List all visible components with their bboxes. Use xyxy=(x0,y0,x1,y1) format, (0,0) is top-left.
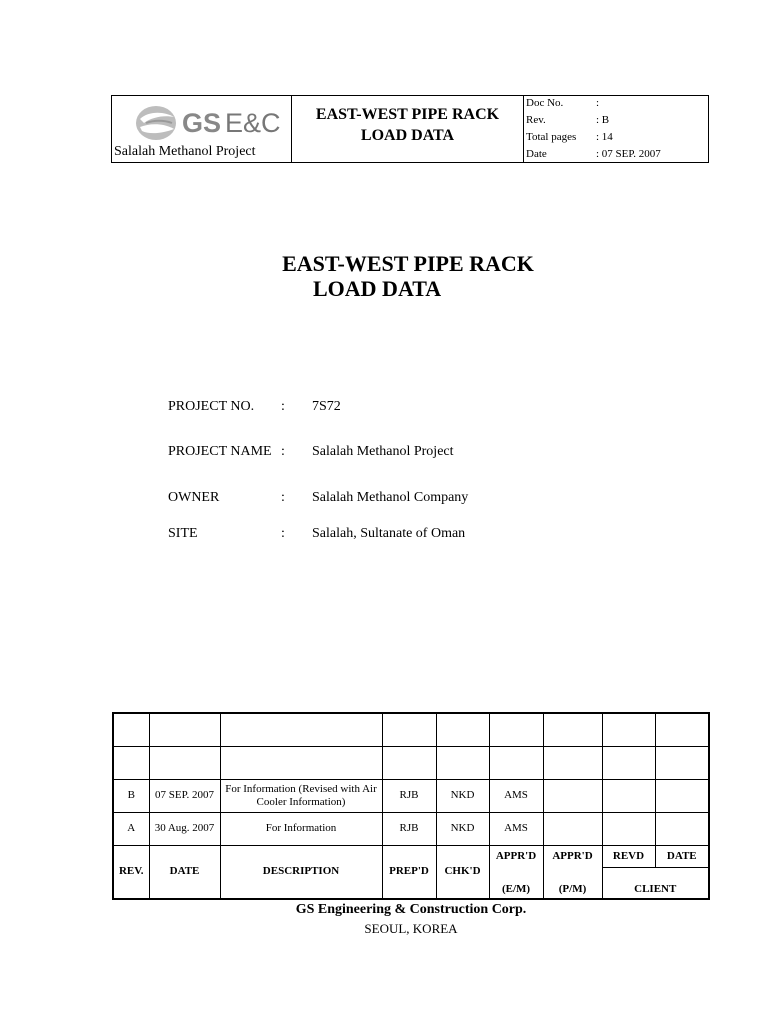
header-divider xyxy=(523,95,524,163)
cell-client-date xyxy=(655,779,709,812)
cell-date xyxy=(149,746,220,779)
cell-rev: B xyxy=(113,779,149,812)
company-logo xyxy=(134,103,284,143)
meta-value: : 14 xyxy=(596,131,613,143)
table-row xyxy=(113,779,709,812)
cell-client-revd xyxy=(602,812,655,845)
cell-date xyxy=(149,713,220,746)
cell-rev xyxy=(113,746,149,779)
cell-client-revd xyxy=(602,713,655,746)
info-value: Salalah Methanol Company xyxy=(312,490,469,505)
meta-label: Rev. xyxy=(526,114,546,126)
cell-date: 07 SEP. 2007 xyxy=(149,779,220,812)
swirl-logo-icon xyxy=(134,103,180,143)
header-prepared: PREP'D xyxy=(382,845,436,899)
table-row xyxy=(113,746,709,779)
cell-prepared xyxy=(382,746,436,779)
table-row xyxy=(113,713,709,746)
info-colon: : xyxy=(281,444,285,459)
info-colon: : xyxy=(281,399,285,414)
header-em: (E/M) xyxy=(489,867,543,899)
cell-description xyxy=(220,746,382,779)
header-title-line1: EAST-WEST PIPE RACK xyxy=(315,106,500,123)
logo-wordmark xyxy=(182,106,281,140)
cell-client-revd xyxy=(602,779,655,812)
revision-table xyxy=(112,712,710,900)
cell-description: For Information xyxy=(220,812,382,845)
cell-approved-em: AMS xyxy=(489,779,543,812)
cell-approved-em: AMS xyxy=(489,812,543,845)
cell-client-date xyxy=(655,746,709,779)
header-pm: (P/M) xyxy=(543,867,602,899)
cell-prepared: RJB xyxy=(382,779,436,812)
cell-checked xyxy=(436,713,489,746)
info-label: PROJECT NO. xyxy=(168,399,255,414)
cell-checked: NKD xyxy=(436,779,489,812)
header-date: DATE xyxy=(149,845,220,899)
cell-approved-pm xyxy=(543,713,602,746)
header-title-line2: LOAD DATA xyxy=(360,127,455,144)
cell-approved-pm xyxy=(543,746,602,779)
cell-prepared: RJB xyxy=(382,812,436,845)
cell-client-revd xyxy=(602,746,655,779)
meta-value: : B xyxy=(596,114,610,126)
cell-date: 30 Aug. 2007 xyxy=(149,812,220,845)
logo-suffix: E&C xyxy=(225,108,281,138)
info-value: Salalah, Sultanate of Oman xyxy=(312,526,466,541)
cell-checked: NKD xyxy=(436,812,489,845)
header-client: CLIENT xyxy=(602,867,709,899)
info-label: SITE xyxy=(168,526,198,541)
info-value: Salalah Methanol Project xyxy=(312,444,454,459)
meta-label: Doc No. xyxy=(526,97,564,109)
meta-label: Date xyxy=(526,148,547,160)
header-rev: REV. xyxy=(113,845,149,899)
cell-description xyxy=(220,713,382,746)
header-client-revd: REVD xyxy=(602,845,655,867)
header-client-date: DATE xyxy=(655,845,709,867)
footer-location: SEOUL, KOREA xyxy=(364,921,458,936)
header-checked: CHK'D xyxy=(436,845,489,899)
meta-label: Total pages xyxy=(526,131,577,143)
info-label: PROJECT NAME xyxy=(168,444,272,459)
logo-brand: GS xyxy=(182,108,222,138)
cell-prepared xyxy=(382,713,436,746)
cell-approved-em xyxy=(489,746,543,779)
footer-company: GS Engineering & Construction Corp. xyxy=(295,902,527,917)
header-project-name: Salalah Methanol Project xyxy=(114,144,256,159)
cell-description: For Information (Revised with Air Cooler Information) xyxy=(220,779,382,812)
meta-value: : 07 SEP. 2007 xyxy=(596,148,661,160)
header-description: DESCRIPTION xyxy=(220,845,382,899)
info-colon: : xyxy=(281,490,285,505)
document-title-line1: EAST-WEST PIPE RACK xyxy=(282,251,534,276)
cell-approved-em xyxy=(489,713,543,746)
cell-checked xyxy=(436,746,489,779)
cell-client-date xyxy=(655,812,709,845)
cell-rev: A xyxy=(113,812,149,845)
cell-approved-pm xyxy=(543,812,602,845)
meta-value: : xyxy=(596,97,600,109)
table-row xyxy=(113,812,709,845)
info-label: OWNER xyxy=(168,490,220,505)
info-colon: : xyxy=(281,526,285,541)
table-header-row xyxy=(113,845,709,867)
header-approved-em: APPR'D xyxy=(489,845,543,867)
cell-rev xyxy=(113,713,149,746)
info-value: 7S72 xyxy=(312,399,341,414)
cell-approved-pm xyxy=(543,779,602,812)
cell-client-date xyxy=(655,713,709,746)
header-title xyxy=(292,104,523,146)
header-approved-pm: APPR'D xyxy=(543,845,602,867)
document-title-line2: LOAD DATA xyxy=(313,276,442,301)
